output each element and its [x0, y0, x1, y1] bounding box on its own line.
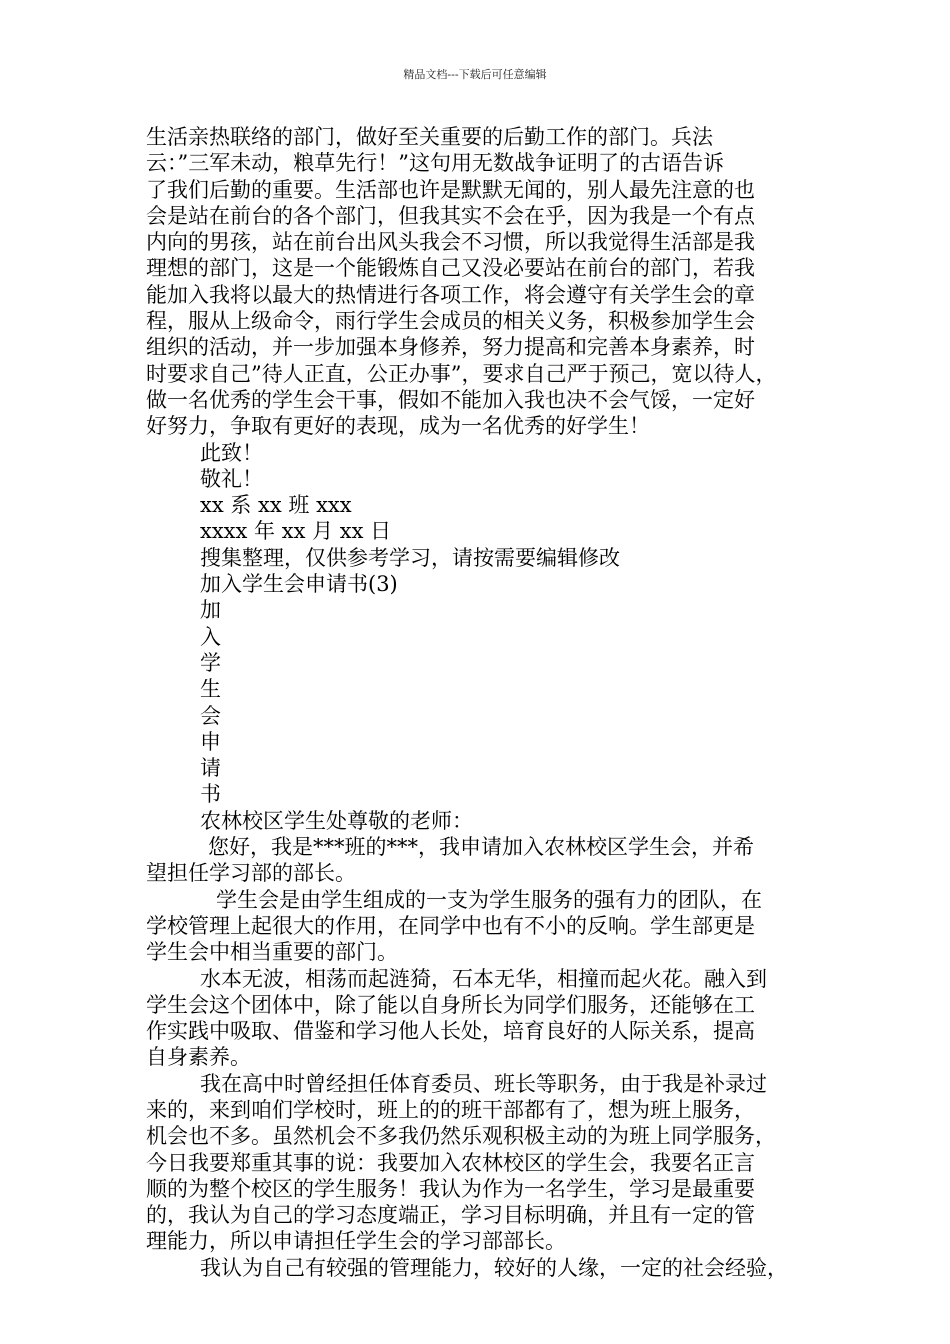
text-line: 农林校区学生处尊敬的老师： — [200, 808, 473, 833]
text-line: 学生会这个团体中，除了能以自身所长为同学们服务，还能够在工 — [146, 992, 755, 1017]
text-line: 生活亲热联络的部门，做好至关重要的后勤工作的部门。兵法 — [146, 125, 713, 149]
text-line: 加入学生会申请书(3) — [200, 572, 398, 597]
text-line: 好努力，争取有更好的表现，成为一名优秀的好学生！ — [146, 414, 650, 439]
text-line: 自身素养。 — [146, 1045, 251, 1070]
document-body — [146, 124, 826, 1281]
text-line: 此致！ — [200, 440, 263, 465]
text-line: 会 — [200, 703, 221, 728]
text-line: xx 系 xx 班 xxx — [200, 493, 352, 518]
text-line: 程，服从上级命令，雨行学生会成员的相关义务，积极参加学生会 — [146, 309, 755, 334]
text-line: 搜集整理，仅供参考学习，请按需要编辑修改 — [200, 545, 620, 570]
text-line: 学生会中相当重要的部门。 — [146, 940, 398, 965]
text-line: 时要求自己”待人正直，公正办事”，要求自己严于预己，宽以待人， — [146, 361, 777, 386]
text-line: 了我们后勤的重要。生活部也许是默默无闻的，别人最先注意的也 — [146, 177, 755, 202]
text-line: 顺的为整个校区的学生服务！我认为作为一名学生，学习是最重要 — [146, 1176, 755, 1201]
text-line: 您好，我是***班的***，我申请加入农林校区学生会，并希 — [208, 835, 754, 860]
text-line: 入 — [200, 624, 221, 649]
text-line: 做一名优秀的学生会干事，假如不能加入我也决不会气馁，一定好 — [146, 387, 755, 412]
text-line: 生 — [200, 677, 221, 702]
text-line: 理能力，所以申请担任学生会的学习部部长。 — [146, 1229, 566, 1254]
text-line: 学生会是由学生组成的一支为学生服务的强有力的团队，在 — [216, 887, 762, 912]
text-line: 请 — [200, 756, 221, 781]
text-line: 我认为自己有较强的管理能力，较好的人缘，一定的社会经验， — [200, 1255, 788, 1280]
text-line: 机会也不多。虽然机会不多我仍然乐观积极主动的为班上同学服务， — [146, 1124, 776, 1149]
text-line: 来的，来到咱们学校时，班上的的班干部都有了，想为班上服务， — [146, 1097, 755, 1122]
text-line: 敬礼！ — [200, 466, 263, 491]
text-line: 申 — [200, 729, 221, 754]
text-line: 理想的部门，这是一个能锻炼自己又没必要站在前台的部门，若我 — [146, 256, 755, 281]
page-header: 精品文档---下载后可任意编辑 — [403, 68, 547, 81]
text-line: 能加入我将以最大的热情进行各项工作，将会遵守有关学生会的章 — [146, 282, 755, 307]
text-line: 云：”三军未动，粮草先行！”这句用无数战争证明了的古语告诉 — [146, 151, 724, 176]
text-line: 学校管理上起很大的作用，在同学中也有不小的反响。学生部更是 — [146, 913, 755, 938]
text-line: xxxx 年 xx 月 xx 日 — [200, 519, 392, 544]
text-line: 书 — [200, 782, 221, 807]
text-line: 今日我要郑重其事的说：我要加入农林校区的学生会，我要名正言 — [146, 1150, 755, 1175]
text-line: 的，我认为自己的学习态度端正，学习目标明确，并且有一定的管 — [146, 1203, 755, 1228]
text-line: 水本无波，相荡而起涟猗，石本无华，相撞而起火花。融入到 — [200, 966, 767, 991]
text-line: 作实践中吸取、借鉴和学习他人长处，培育良好的人际关系，提高 — [146, 1019, 755, 1044]
text-line: 加 — [200, 598, 221, 623]
text-line: 内向的男孩，站在前台出风头我会不习惯，所以我觉得生活部是我 — [146, 230, 755, 255]
text-line: 组织的活动，并一步加强本身修养，努力提高和完善本身素养，时 — [146, 335, 755, 360]
text-line: 望担任学习部的部长。 — [146, 861, 356, 886]
text-line: 学 — [200, 650, 221, 675]
text-line: 会是站在前台的各个部门，但我其实不会在乎，因为我是一个有点 — [146, 203, 755, 228]
text-line: 我在高中时曾经担任体育委员、班长等职务，由于我是补录过 — [200, 1071, 767, 1096]
